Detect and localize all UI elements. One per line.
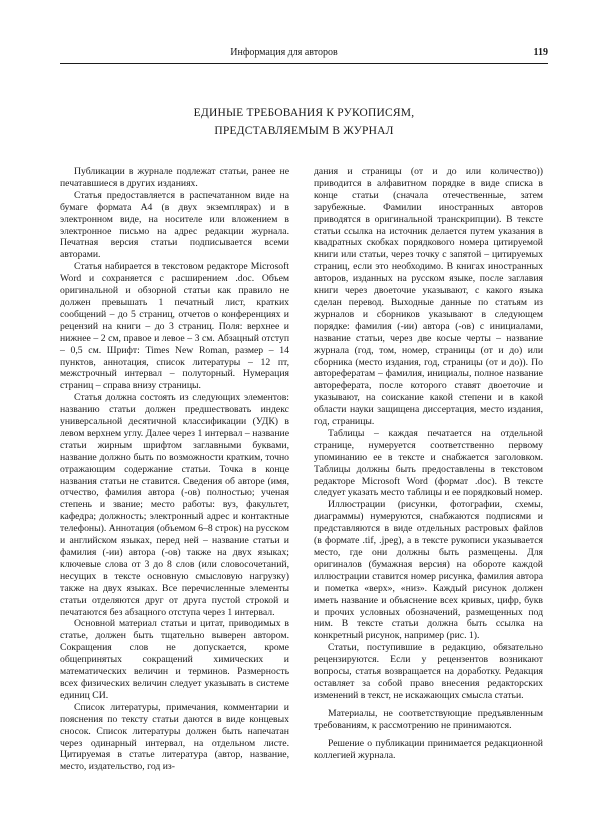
paragraph: Статьи, поступившие в редакцию, обязательно рецензируются. Если у рецензентов возникают вопросы, статья возвращается на доработку. Редакция оставляет за собой право внесения редакторских изменений в текст, не искажающих смысла статьи. (314, 642, 543, 701)
paragraph: Статья должна состоять из следующих элементов: названию статьи должен предшествовать индекс универсальной десятичной классификации (УДК) в левом верхнем углу. Далее через 1 интервал – название статьи жирным шрифтом заглавными буквами, название должно быть по возможности кратким, точно отражающим содержание статьи. Точка в конце названия статьи не ставится. Сведения об авторе (имя, отчество, фамилия автора (-ов) полностью; ученая степень и звание; место работы: вуз, факультет, кафедра; должность; электронный адрес и контактные телефоны). Аннотация (объемом 6–8 строк) на русском и английском языках, перед ней – название статьи и фамилия (-ии) автора (-ов) также на двух языках; ключевые слова от 3 до 8 слов (или словосочетаний, несущих в тексте основную смысловую нагрузку) также на двух языках. Все перечисленные элементы статьи отделяются друг от друга пустой строкой и печатаются без абзацного отступа через 1 интервал. (60, 392, 289, 618)
article-title (60, 104, 548, 140)
paragraph: Таблицы – каждая печатается на отдельной странице, нумеруется соответственно первому упоминанию ее в тексте и снабжается заголовком. Таблицы должны быть предоставлены в текстовом редакторе Microsoft Word (формат .doc). В тексте следует указать место таблицы и ее порядковый номер. (314, 427, 543, 499)
paragraph: Материалы, не соответствующие предъявленным требованиям, к рассмотрению не принимаются. (314, 707, 543, 731)
article-title-line-2: ПРЕДСТАВЛЯЕМЫМ В ЖУРНАЛ (214, 125, 394, 137)
header-divider (60, 63, 548, 64)
paragraph: Решение о публикации принимается редакционной коллегией журнала. (314, 737, 543, 761)
right-column (314, 166, 543, 761)
left-column (60, 166, 289, 773)
paragraph-continued: дания и страницы (от и до или количество)) приводится в алфавитном порядке в виде списка в конце статьи (сначала отечественные, затем зарубежные. Фамилии иностранных авторов приводятся в оригинальной транскрипции). В тексте статьи ссылка на источник делается путем указания в квадратных скобках порядкового номера цитируемой книги или статьи, через точку с запятой – цитируемых страниц, если это необходимо. В книгах иностранных авторов, изданных на русском языке, после заглавия книги через двоеточие указывают, с какого языка сделан перевод. Выходные данные по статьям из журналов и сборников указывают в следующем порядке: фамилия (-ии) автора (-ов) с инициалами, название статьи, через две косые черты – название журнала (год, том, номер, страницы (от и до) или сборника (место издания, год, страницы (от и до)). По авторефератам – фамилия, инициалы, полное название автореферата, после которого ставят двоеточие и указывают, на соискание какой степени и в какой области науки защищена диссертация, место издания, год, страницы. (314, 166, 543, 428)
article-title-line-1: ЕДИНЫЕ ТРЕБОВАНИЯ К РУКОПИСЯМ, (193, 107, 415, 119)
paragraph: Основной материал статьи и цитат, приводимых в статье, должен быть тщательно выверен автором. Сокращения слов не допускается, кроме общепринятых сокращений химических и математических величин и терминов. Размерность всех физических величин следует указывать в системе единиц СИ. (60, 618, 289, 701)
paragraph: Иллюстрации (рисунки, фотографии, схемы, диаграммы) нумеруются, снабжаются подписями и представляются в виде отдельных растровых файлов (в формате .tif, .jpeg), а в тексте рукописи указывается место, где они должны быть размещены. Для оригиналов (бумажная версия) на обороте каждой иллюстрации ставится номер рисунка, фамилия автора и пометка «верх», «низ». Каждый рисунок должен иметь название и объяснение всех кривых, цифр, букв и прочих условных обозначений, размещенных под ним. В тексте статьи должна быть ссылка на конкретный рисунок, например (рис. 1). (314, 499, 543, 642)
paragraph: Публикации в журнале подлежат статьи, ранее не печатавшиеся в других изданиях. (60, 166, 289, 189)
header-title: Информация для авторов (230, 47, 338, 58)
paragraph: Статья набирается в текстовом редакторе Microsoft Word и сохраняется с расширением .doc. Объем оригинальной и обзорной статьи как правило не должен превышать 1 печатный лист, кратких сообщений – до 5 страниц, отчетов о конференциях и рецензий на книги – до 3 страниц. Поля: верхнее и нижнее – 2 см, правое и левое – 3 см. Абзацный отступ – 0,5 см. Шрифт: Times New Roman, размер – 14 пунктов, аннотация, список литературы – 12 пт, межстрочный интервал – полуторный. Нумерация страниц – справа внизу страницы. (60, 261, 289, 392)
running-header (60, 47, 548, 63)
page-number: 119 (533, 47, 548, 58)
paragraph: Статья предоставляется в распечатанном виде на бумаге формата А4 (в двух экземплярах) и в электронном виде, на носителе или вложением в электронное письмо на адрес редакции журнала. Печатная версия статьи подписывается всеми авторами. (60, 189, 289, 261)
paragraph: Список литературы, примечания, комментарии и пояснения по тексту статьи даются в виде концевых сносок. Список литературы должен быть напечатан через одинарный интервал, на отдельном листе. Цитируемая в статье литература (автор, название, место, издательство, год из- (60, 701, 289, 773)
